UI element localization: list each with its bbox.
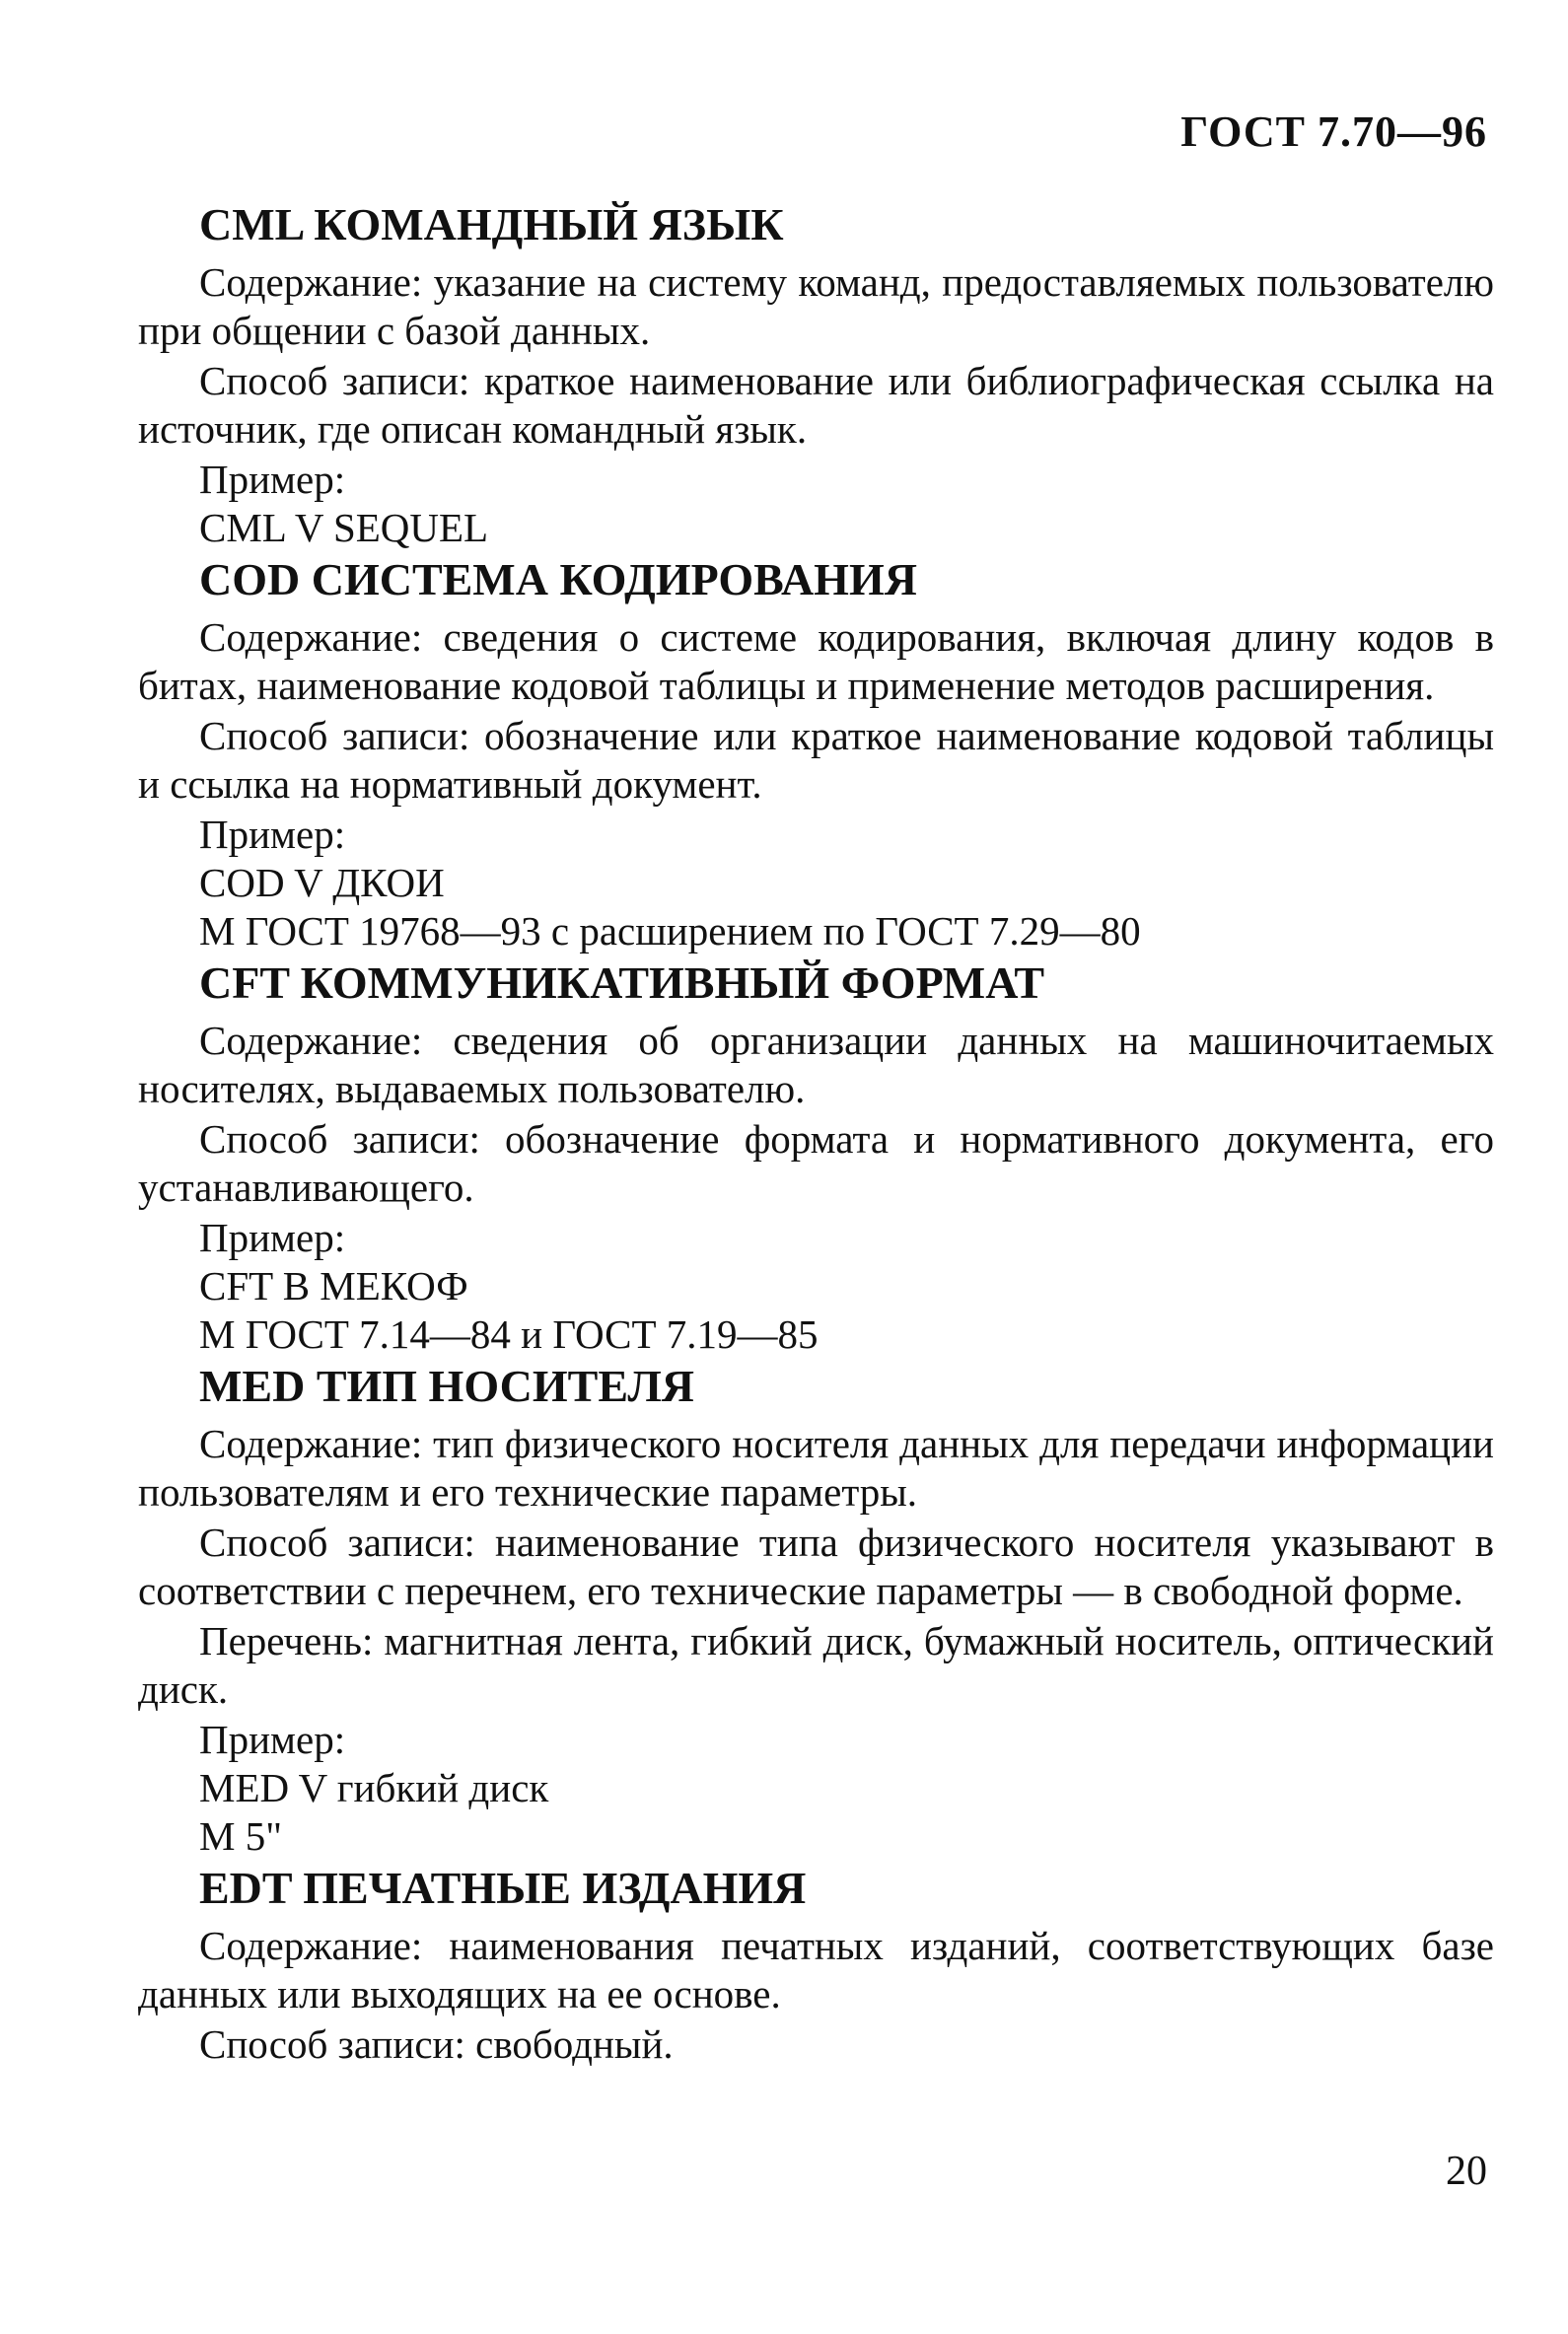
section-heading: COD СИСТЕМА КОДИРОВАНИЯ xyxy=(199,554,917,604)
section-med xyxy=(138,1361,1494,1861)
example-label: Пример: xyxy=(199,812,346,857)
content-paragraph: Содержание: тип физического носителя данных для передачи информации пользователям и его технические параметры. xyxy=(138,1421,1494,1515)
example-line: CML V SEQUEL xyxy=(199,505,489,550)
content-paragraph: Содержание: сведения об организации данных на машиночитаемых носителях, выдаваемых пользователю. xyxy=(138,1018,1494,1111)
method-paragraph: Способ записи: обозначение формата и нормативного документа, его устанавливающего. xyxy=(138,1116,1494,1210)
list-paragraph: Перечень: магнитная лента, гибкий диск, бумажный носитель, оптический диск. xyxy=(138,1618,1494,1712)
section-cod xyxy=(138,554,1494,955)
example-line: COD V ДКОИ xyxy=(199,860,445,905)
example-line: M 5" xyxy=(199,1813,282,1859)
example-label: Пример: xyxy=(199,457,346,502)
method-paragraph: Способ записи: наименование типа физического носителя указывают в соответствии с перечнем, его технические параметры — в свободной форме. xyxy=(138,1520,1494,1613)
method-paragraph: Способ записи: обозначение или краткое наименование кодовой таблицы и ссылка на нормативный документ. xyxy=(138,713,1494,807)
example-label: Пример: xyxy=(199,1717,346,1762)
example-line: CFT B МЕКОФ xyxy=(199,1263,468,1308)
method-paragraph: Способ записи: свободный. xyxy=(199,2021,674,2067)
example-line: M ГОСТ 19768—93 с расширением по ГОСТ 7.29—80 xyxy=(199,908,1141,954)
section-heading: EDT ПЕЧАТНЫЕ ИЗДАНИЯ xyxy=(199,1863,807,1913)
section-cft xyxy=(138,957,1494,1359)
section-heading: CFT КОММУНИКАТИВНЫЙ ФОРМАТ xyxy=(199,957,1045,1008)
section-cml xyxy=(138,199,1494,552)
method-paragraph: Способ записи: краткое наименование или библиографическая ссылка на источник, где описан командный язык. xyxy=(138,358,1494,452)
section-heading: MED ТИП НОСИТЕЛЯ xyxy=(199,1361,694,1411)
document-code: ГОСТ 7.70—96 xyxy=(1180,107,1487,156)
section-edt xyxy=(138,1863,1494,2069)
document-body xyxy=(138,197,1494,2071)
page-number: 20 xyxy=(1446,2149,1487,2194)
content-paragraph: Содержание: сведения о системе кодирования, включая длину кодов в битах, наименование кодовой таблицы и применение методов расширения. xyxy=(138,614,1494,708)
example-line: M ГОСТ 7.14—84 и ГОСТ 7.19—85 xyxy=(199,1311,819,1357)
example-label: Пример: xyxy=(199,1215,346,1260)
content-paragraph: Содержание: указание на систему команд, предоставляемых пользователю при общении с базой данных. xyxy=(138,259,1494,353)
content-paragraph: Содержание: наименования печатных изданий, соответствующих базе данных или выходящих на ее основе. xyxy=(138,1923,1494,2016)
section-heading: CML КОМАНДНЫЙ ЯЗЫК xyxy=(199,199,784,249)
example-line: MED V гибкий диск xyxy=(199,1765,549,1810)
